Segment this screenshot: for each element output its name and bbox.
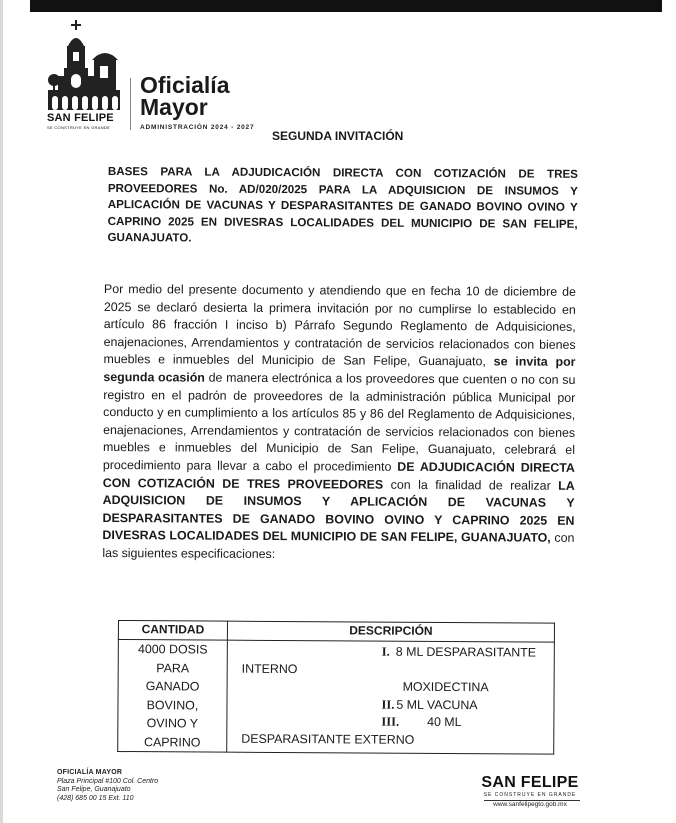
body-text-3: con la finalidad de realizar — [390, 477, 551, 493]
footer-rule — [484, 800, 580, 801]
body-text-4: con las siguientes especificaciones: — [102, 531, 575, 561]
body-text-1: Por medio del presente documento y atendiendo que en fecha 10 de diciembre de 2025 se declaró desierta la primera invitación por no cumplirse lo establecido en artículo 86 fracción I inciso b) Párrafo Segundo Reglamento de Adquisiciones, enajenaciones, Arrendamientos y contratación de servicios relacionados con bienes muebles e inmuebles del Municipio de San Felipe, Guanajuato, — [103, 281, 576, 369]
footer-brand-tagline: SE CONSTRUYE EN GRANDE — [483, 792, 577, 798]
top-black-bar — [30, 0, 662, 12]
body-bold-procedure: DE ADJUDICACIÓN DIRECTA CON COTIZACIÓN DE TRES PROVEEDORES — [102, 459, 575, 492]
body-bold-invite: se invita por segunda ocasión — [103, 354, 576, 385]
office-title-block — [140, 74, 254, 131]
quantity-line: 4000 DOSIS — [137, 642, 208, 657]
document-title: BASES PARA LA ADJUDICACIÓN DIRECTA CON COTIZACIÓN DE TRES PROVEEDORES No. AD/020/2025 PARA LA ADQUISICION DE INSUMOS Y APLICACIÓN DE VACUNAS Y DESPARASITANTES DE GANADO BOVINO OVINO Y CAPRINO 2025 EN DIVESRAS LOCALIDADES DEL MUNICIPIO DE SAN FELIPE, GUANAJUATO. — [107, 164, 578, 245]
quantity-line: CAPRINO — [143, 734, 201, 750]
quantity-cell — [118, 640, 228, 753]
item-number: II. — [381, 697, 395, 712]
body-text-2: de manera electrónica a los proveedores que cuenten o no con su registro en el padrón de proveedores de la administración pública Municipal por conducto y en cumplimiento a los artículos 85 y 86 del Reglamento de Adquisiciones, enajenaciones, Arrendamientos y contratación de servicios relacionados con bienes muebles e inmuebles del Municipio de San Felipe, Guanajuato, celebrará el procedimiento para llevar a cabo el procedimiento — [102, 370, 576, 474]
list-item — [242, 643, 550, 680]
specifications-table — [117, 620, 555, 755]
item-text: 8 ML DESPARASITANTE INTERNO — [241, 644, 537, 676]
logo-brand — [47, 112, 123, 130]
body-paragraph — [102, 281, 576, 565]
footer-brand — [480, 774, 580, 808]
footer-brand-name: SAN FELIPE — [481, 774, 579, 791]
item-number: III. — [381, 714, 400, 729]
table-row — [118, 640, 555, 755]
logo-tagline: SE CONSTRUYE EN GRANDE — [47, 125, 111, 130]
item-text-continued: MOXIDECTINA — [402, 679, 489, 695]
office-title-line2: Mayor — [140, 94, 208, 120]
quantity-line: BOVINO, — [146, 697, 199, 712]
invitation-heading: SEGUNDA INVITACIÓN — [272, 129, 404, 143]
item-text: 40 ML DESPARASITANTE EXTERNO — [241, 714, 462, 747]
quantity-line: GANADO — [145, 679, 200, 694]
description-cell — [227, 640, 555, 754]
footer-address-line1: Plaza Principal #100 Col. Centro — [57, 777, 159, 785]
footer-phone: (428) 685 00 15 Ext. 110 — [57, 794, 134, 802]
item-text: 5 ML VACUNA — [396, 697, 478, 712]
footer-office: OFICIALÍA MAYOR — [57, 769, 123, 776]
logo-name: SAN FELIPE — [47, 112, 114, 124]
administration-period: ADMINISTRACIÓN 2024 - 2027 — [140, 124, 255, 131]
scan-edge — [0, 0, 3, 823]
quantity-line: PARA — [156, 660, 190, 675]
footer-website: www.sanfelipegto.gob.mx — [493, 801, 567, 808]
footer-address — [57, 769, 158, 803]
item-number: I. — [381, 644, 390, 659]
footer-address-line2: San Felipe, Guanajuato — [57, 786, 131, 793]
quantity-line: OVINO Y — [146, 716, 199, 731]
description-header: DESCRIPCIÓN — [227, 621, 554, 642]
san-felipe-church-logo — [46, 16, 122, 114]
office-title-line1: Oficialía — [140, 72, 230, 98]
quantity-header: CANTIDAD — [118, 621, 227, 641]
list-item — [241, 695, 549, 714]
header-divider — [130, 78, 131, 130]
body-bold-acquisition: LA ADQUISICION DE INSUMOS Y APLICACIÓN DE VACUNAS Y DESPARASITANTES DE GANADO BOVINO OVINO Y CAPRINO 2025 EN DIVESRAS LOCALIDADES DEL MUNICIPIO DE SAN FELIPE, GUANAJUATO, — [102, 478, 575, 546]
list-item — [241, 713, 549, 750]
